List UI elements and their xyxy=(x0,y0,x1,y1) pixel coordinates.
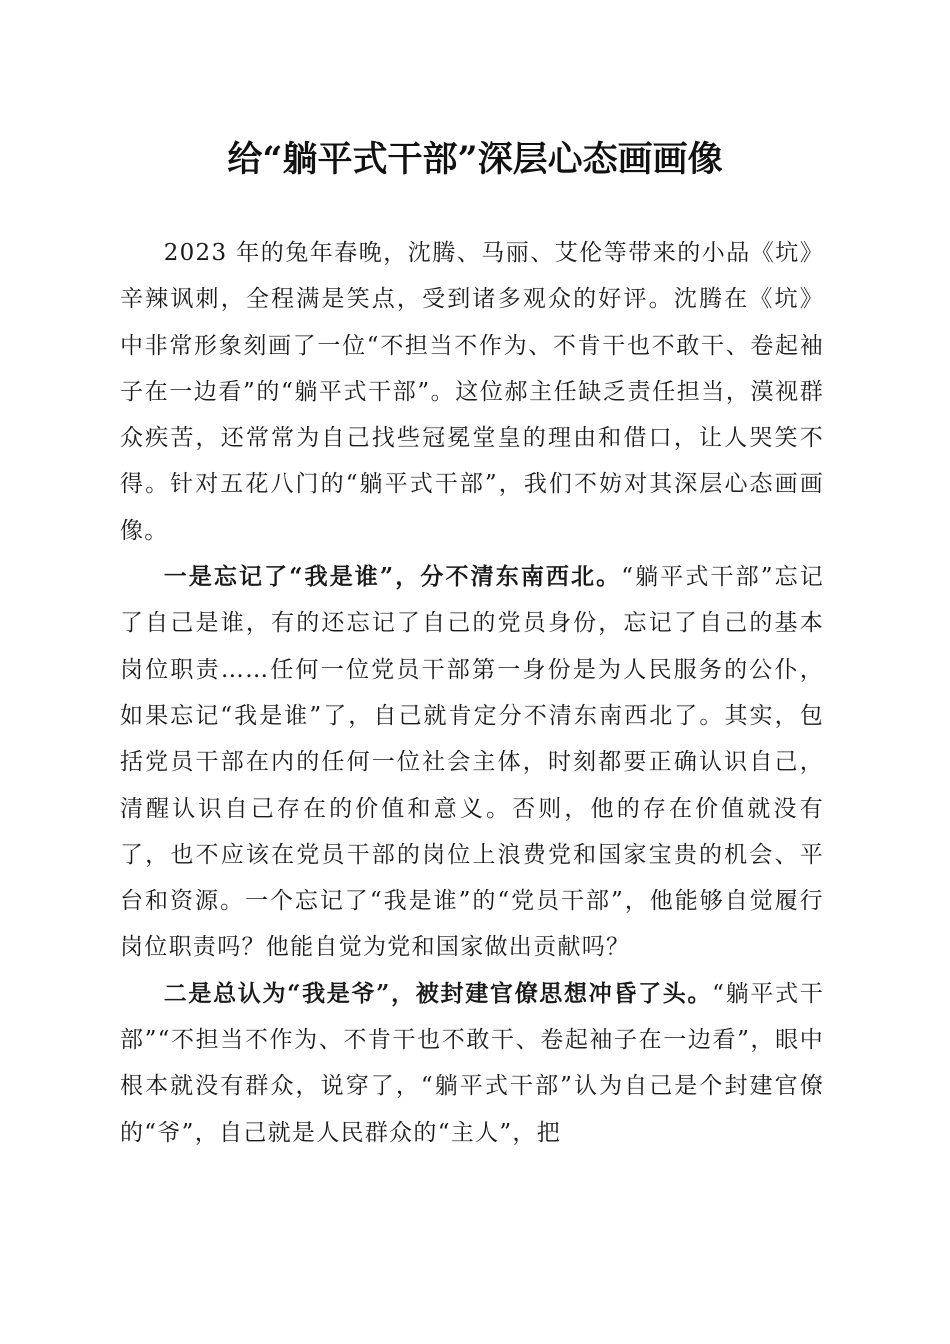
paragraph-intro xyxy=(120,230,824,554)
paragraph-text: “躺平式干部”忘记了自己是谁，有的还忘记了自己的党员身份，忘记了自己的基本岗位职责……任何一位党员干部第一身份是为人民服务的公仆，如果忘记“我是谁”了，自己就肯定分不清东南西北了。其实，包括党员干部在内的任何一位社会主体，时刻都要正确认识自己，清醒认识自己存在的价值和意义。否则，他的存在价值就没有了，也不应该在党员干部的岗位上浪费党和国家宝贵的机会、平台和资源。一个忘记了“我是谁”的“党员干部”，他能够自觉履行岗位职责吗？他能自觉为党和国家做出贡献吗？ xyxy=(120,564,824,961)
paragraph-text: “躺平式干部”“不担当不作为、不肯干也不敢干、卷起袖子在一边看”，眼中根本就没有群众，说穿了，“躺平式干部”认为自己是个封建官僚的“爷”，自己就是人民群众的“主人”，把 xyxy=(120,980,824,1146)
paragraph-lead: 一是忘记了“我是谁”，分不清东南西北。 xyxy=(163,563,622,591)
document-body xyxy=(120,230,824,1156)
document-title: 给“躺平式干部”深层心态画画像 xyxy=(227,139,723,180)
paragraph-point-two xyxy=(120,971,824,1156)
paragraph-text: 2023 年的兔年春晚，沈腾、马丽、艾伦等带来的小品《坑》辛辣讽刺，全程满是笑点，受到诸多观众的好评。沈腾在《坑》中非常形象刻画了一位“不担当不作为、不肯干也不敢干、卷起袖子在一边看”的“躺平式干部”。这位郝主任缺乏责任担当，漠视群众疾苦，还常常为自己找些冠冕堂皇的理由和借口，让人哭笑不得。针对五花八门的“躺平式干部”，我们不妨对其深层心态画画像。 xyxy=(120,240,824,544)
paragraph-lead: 二是总认为“我是爷”，被封建官僚思想冲昏了头。 xyxy=(163,979,713,1007)
paragraph-point-one xyxy=(120,554,824,971)
